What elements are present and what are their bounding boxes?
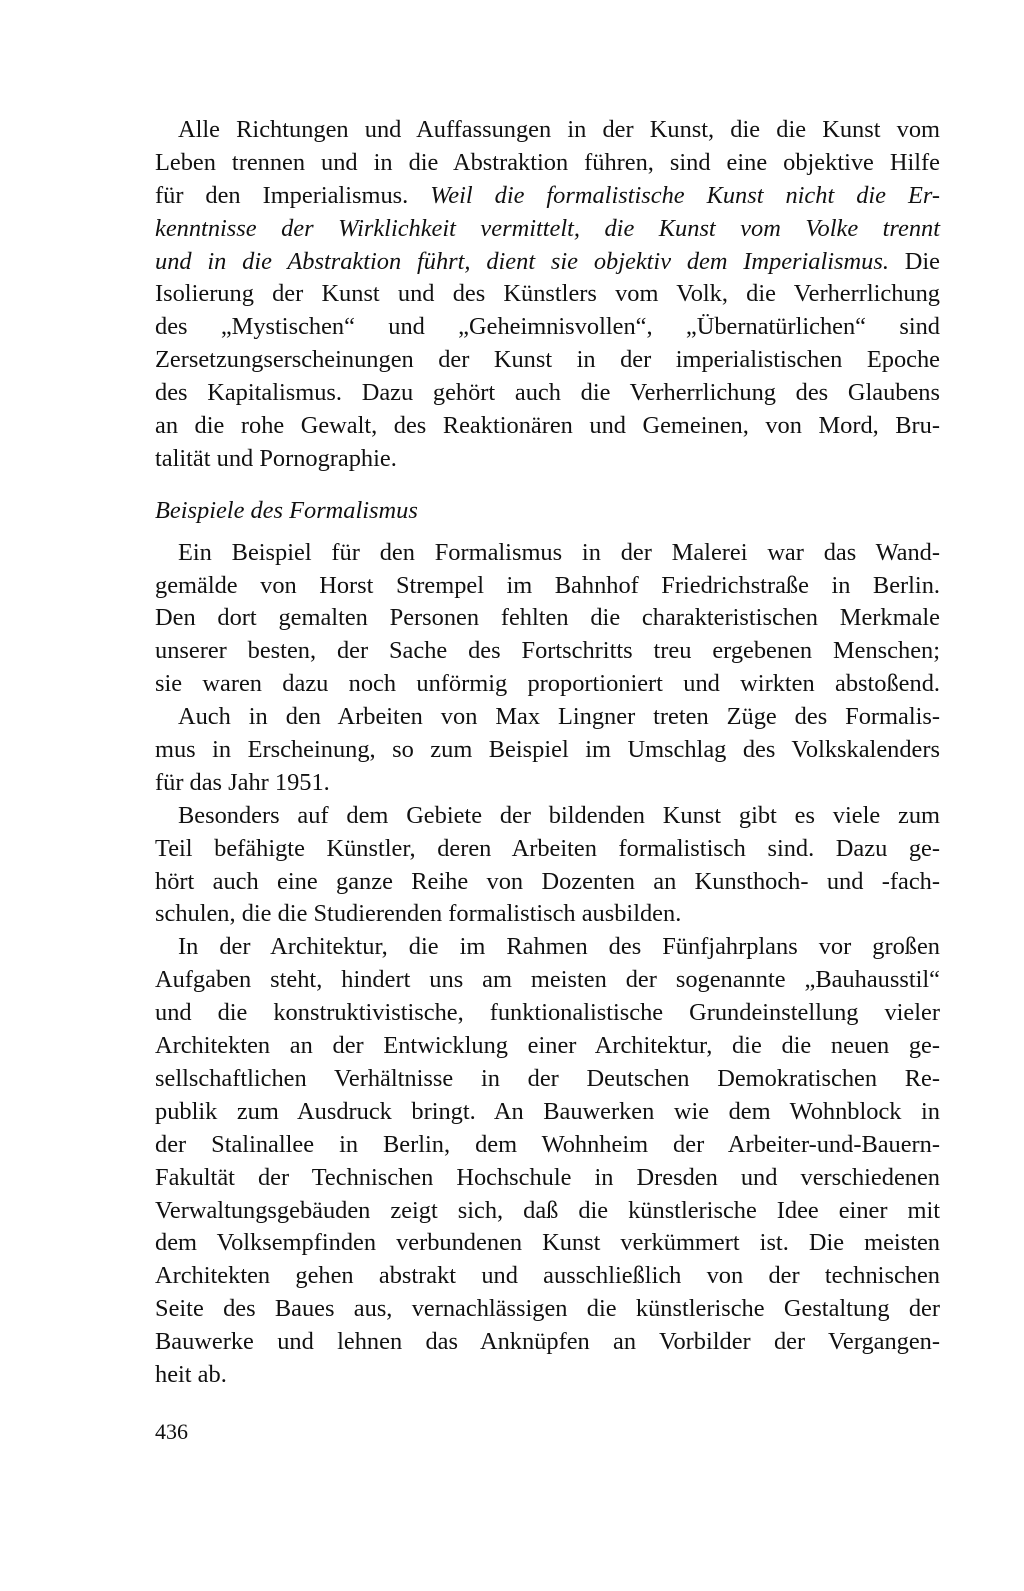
text-line: Teil befähigte Künstler, deren Arbeiten formalistisch sind. Dazu ge- xyxy=(155,834,940,862)
paragraph xyxy=(155,931,940,1391)
section-heading: Beispiele des Formalismus xyxy=(155,496,418,524)
text-line: Architekten an der Entwicklung einer Architektur, die die neuen ge- xyxy=(155,1032,940,1060)
text-line: Auch in den Arbeiten von Max Lingner treten Züge des Formalis- xyxy=(178,703,940,731)
text-line: Seite des Baues aus, vernachlässigen die künstlerische Gestaltung der xyxy=(155,1295,940,1323)
text-line: der Stalinallee in Berlin, dem Wohnheim der Arbeiter-und-Bauern- xyxy=(155,1130,940,1158)
italic-text-line: kenntnisse der Wirklichkeit vermittelt, die Kunst vom Volke trennt xyxy=(155,214,940,242)
paragraph xyxy=(155,114,940,476)
text-line: Besonders auf dem Gebiete der bildenden Kunst gibt es viele zum xyxy=(178,801,940,829)
body-text xyxy=(155,114,940,1392)
text-line: talität und Pornographie. xyxy=(155,444,397,472)
italic-text-run: Weil die formalistische Kunst nicht die Er- xyxy=(430,181,940,209)
text-line: Zersetzungserscheinungen der Kunst in der imperialistischen Epoche xyxy=(155,346,940,374)
text-line: gemälde von Horst Strempel im Bahnhof Friedrichstraße in Berlin. xyxy=(155,571,940,599)
text-line: des Kapitalismus. Dazu gehört auch die Verherrlichung des Glaubens xyxy=(155,379,940,407)
paragraph xyxy=(155,537,940,701)
text-line: Architekten gehen abstrakt und ausschließlich von der technischen xyxy=(155,1262,940,1290)
text-run: für den Imperialismus. xyxy=(155,181,409,209)
text-line: Leben trennen und in die Abstraktion führen, sind eine objektive Hilfe xyxy=(155,148,940,176)
paragraph xyxy=(155,701,940,800)
text-line: unserer besten, der Sache des Fortschritts treu ergebenen Menschen; xyxy=(155,637,940,665)
text-line xyxy=(155,246,940,279)
text-line: des „Mystischen“ und „Geheimnisvollen“, „Übernatürlichen“ sind xyxy=(155,313,940,341)
text-line: Ein Beispiel für den Formalismus in der Malerei war das Wand- xyxy=(178,538,940,566)
text-line: Fakultät der Technischen Hochschule in Dresden und verschiedenen xyxy=(155,1163,940,1191)
text-line xyxy=(155,180,940,213)
text-line: mus in Erscheinung, so zum Beispiel im Umschlag des Volkskalenders xyxy=(155,736,940,764)
text-line: heit ab. xyxy=(155,1360,227,1388)
text-line: dem Volksempfinden verbundenen Kunst verkümmert ist. Die meisten xyxy=(155,1229,940,1257)
text-line: Isolierung der Kunst und des Künstlers vom Volk, die Verherrlichung xyxy=(155,280,940,308)
text-line: schulen, die die Studierenden formalistisch ausbilden. xyxy=(155,900,682,928)
text-line: Alle Richtungen und Auffassungen in der Kunst, die die Kunst vom xyxy=(178,116,940,143)
text-line: sellschaftlichen Verhältnisse in der Deutschen Demokratischen Re- xyxy=(155,1064,940,1092)
text-line: In der Architektur, die im Rahmen des Fünfjahrplans vor großen xyxy=(178,933,940,961)
text-line: und die konstruktivistische, funktionalistische Grundeinstellung vieler xyxy=(155,999,940,1027)
text-line: Den dort gemalten Personen fehlten die charakteristischen Merkmale xyxy=(155,604,940,632)
text-line: an die rohe Gewalt, des Reaktionären und Gemeinen, von Mord, Bru- xyxy=(155,412,940,440)
paragraph xyxy=(155,800,940,932)
italic-text-run: und in die Abstraktion führt, dient sie objektiv dem Imperialismus. xyxy=(155,247,889,275)
text-line: Verwaltungsgebäuden zeigt sich, daß die künstlerische Idee einer mit xyxy=(155,1196,940,1224)
text-line: für das Jahr 1951. xyxy=(155,768,330,796)
text-line: publik zum Ausdruck bringt. An Bauwerken wie dem Wohnblock in xyxy=(155,1097,940,1125)
text-line: Bauwerke und lehnen das Anknüpfen an Vorbilder der Vergangen- xyxy=(155,1328,940,1356)
text-line: Aufgaben steht, hindert uns am meisten der sogenannte „Bauhausstil“ xyxy=(155,966,940,994)
text-line: sie waren dazu noch unförmig proportioniert und wirkten abstoßend. xyxy=(155,670,940,698)
text-line: hört auch eine ganze Reihe von Dozenten an Kunsthoch- und -fach- xyxy=(155,867,940,895)
text-run: Die xyxy=(904,247,940,275)
page-number: 436 xyxy=(155,1419,188,1444)
